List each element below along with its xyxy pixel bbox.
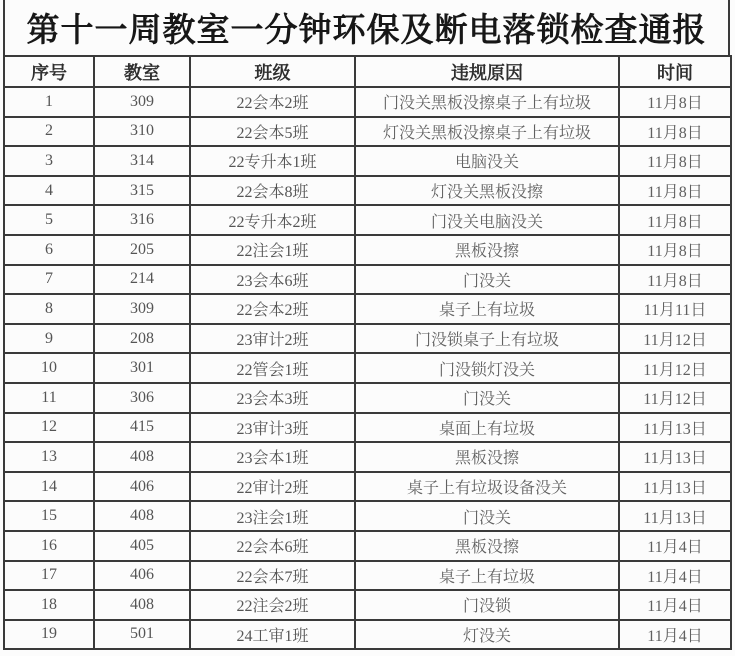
cell-index: 9 bbox=[4, 324, 94, 354]
cell-date: 11月4日 bbox=[619, 620, 731, 650]
cell-reason: 灯没关黑板没擦 bbox=[355, 176, 619, 206]
cell-index: 12 bbox=[4, 413, 94, 443]
cell-reason: 灯没关 bbox=[355, 620, 619, 650]
cell-room: 301 bbox=[94, 353, 190, 383]
cell-class: 23会本3班 bbox=[190, 383, 355, 413]
cell-date: 11月8日 bbox=[619, 265, 731, 295]
cell-reason: 门没关 bbox=[355, 265, 619, 295]
cell-room: 406 bbox=[94, 472, 190, 502]
cell-reason: 黑板没擦 bbox=[355, 531, 619, 561]
cell-class: 22会本6班 bbox=[190, 531, 355, 561]
table-row bbox=[4, 531, 731, 561]
cell-index: 8 bbox=[4, 294, 94, 324]
cell-reason: 黑板没擦 bbox=[355, 442, 619, 472]
cell-room: 208 bbox=[94, 324, 190, 354]
cell-index: 10 bbox=[4, 353, 94, 383]
table-row bbox=[4, 501, 731, 531]
cell-reason: 门没关 bbox=[355, 383, 619, 413]
cell-date: 11月8日 bbox=[619, 205, 731, 235]
table-row bbox=[4, 324, 731, 354]
cell-class: 22专升本2班 bbox=[190, 205, 355, 235]
cell-class: 23会本1班 bbox=[190, 442, 355, 472]
cell-reason: 门没锁桌子上有垃圾 bbox=[355, 324, 619, 354]
cell-index: 18 bbox=[4, 590, 94, 620]
cell-room: 405 bbox=[94, 531, 190, 561]
column-header-date: 时间 bbox=[619, 56, 731, 87]
cell-room: 408 bbox=[94, 501, 190, 531]
cell-date: 11月4日 bbox=[619, 590, 731, 620]
cell-class: 22会本5班 bbox=[190, 117, 355, 147]
cell-index: 19 bbox=[4, 620, 94, 650]
cell-index: 17 bbox=[4, 561, 94, 591]
table-row bbox=[4, 294, 731, 324]
table-row bbox=[4, 87, 731, 117]
cell-index: 3 bbox=[4, 146, 94, 176]
report-sheet bbox=[3, 0, 730, 650]
cell-class: 22注会2班 bbox=[190, 590, 355, 620]
table-row bbox=[4, 383, 731, 413]
cell-class: 23注会1班 bbox=[190, 501, 355, 531]
cell-class: 22会本7班 bbox=[190, 561, 355, 591]
cell-room: 415 bbox=[94, 413, 190, 443]
cell-index: 4 bbox=[4, 176, 94, 206]
cell-reason: 门没锁灯没关 bbox=[355, 353, 619, 383]
cell-date: 11月13日 bbox=[619, 442, 731, 472]
table-row bbox=[4, 117, 731, 147]
cell-room: 310 bbox=[94, 117, 190, 147]
cell-date: 11月13日 bbox=[619, 501, 731, 531]
cell-room: 309 bbox=[94, 87, 190, 117]
table-row bbox=[4, 205, 731, 235]
table-row bbox=[4, 413, 731, 443]
cell-date: 11月8日 bbox=[619, 235, 731, 265]
cell-class: 22会本2班 bbox=[190, 87, 355, 117]
cell-date: 11月8日 bbox=[619, 87, 731, 117]
cell-date: 11月12日 bbox=[619, 324, 731, 354]
cell-class: 22专升本1班 bbox=[190, 146, 355, 176]
cell-reason: 门没锁 bbox=[355, 590, 619, 620]
cell-date: 11月12日 bbox=[619, 383, 731, 413]
cell-class: 22会本2班 bbox=[190, 294, 355, 324]
table-row bbox=[4, 590, 731, 620]
cell-class: 23审计2班 bbox=[190, 324, 355, 354]
cell-room: 315 bbox=[94, 176, 190, 206]
table-row bbox=[4, 442, 731, 472]
cell-reason: 桌子上有垃圾设备没关 bbox=[355, 472, 619, 502]
cell-index: 5 bbox=[4, 205, 94, 235]
cell-room: 408 bbox=[94, 590, 190, 620]
cell-reason: 桌面上有垃圾 bbox=[355, 413, 619, 443]
cell-reason: 门没关 bbox=[355, 501, 619, 531]
cell-class: 23审计3班 bbox=[190, 413, 355, 443]
table-row bbox=[4, 472, 731, 502]
column-header-reason: 违规原因 bbox=[355, 56, 619, 87]
cell-date: 11月8日 bbox=[619, 117, 731, 147]
table-row bbox=[4, 620, 731, 650]
cell-reason: 门没关黑板没擦桌子上有垃圾 bbox=[355, 87, 619, 117]
cell-reason: 灯没关黑板没擦桌子上有垃圾 bbox=[355, 117, 619, 147]
cell-class: 22审计2班 bbox=[190, 472, 355, 502]
cell-room: 406 bbox=[94, 561, 190, 591]
cell-index: 11 bbox=[4, 383, 94, 413]
column-header-index: 序号 bbox=[4, 56, 94, 87]
cell-date: 11月13日 bbox=[619, 472, 731, 502]
cell-reason: 黑板没擦 bbox=[355, 235, 619, 265]
cell-room: 501 bbox=[94, 620, 190, 650]
table-row bbox=[4, 146, 731, 176]
cell-room: 309 bbox=[94, 294, 190, 324]
cell-index: 1 bbox=[4, 87, 94, 117]
cell-date: 11月13日 bbox=[619, 413, 731, 443]
cell-class: 22管会1班 bbox=[190, 353, 355, 383]
cell-room: 316 bbox=[94, 205, 190, 235]
table-row bbox=[4, 265, 731, 295]
cell-room: 314 bbox=[94, 146, 190, 176]
cell-index: 14 bbox=[4, 472, 94, 502]
cell-reason: 桌子上有垃圾 bbox=[355, 294, 619, 324]
cell-index: 7 bbox=[4, 265, 94, 295]
table-header-row bbox=[4, 56, 731, 87]
cell-room: 214 bbox=[94, 265, 190, 295]
cell-room: 408 bbox=[94, 442, 190, 472]
table-row bbox=[4, 561, 731, 591]
cell-class: 23会本6班 bbox=[190, 265, 355, 295]
cell-class: 24工审1班 bbox=[190, 620, 355, 650]
cell-date: 11月12日 bbox=[619, 353, 731, 383]
cell-date: 11月4日 bbox=[619, 531, 731, 561]
column-header-room: 教室 bbox=[94, 56, 190, 87]
cell-index: 2 bbox=[4, 117, 94, 147]
column-header-class: 班级 bbox=[190, 56, 355, 87]
table-row bbox=[4, 176, 731, 206]
cell-class: 22会本8班 bbox=[190, 176, 355, 206]
cell-date: 11月11日 bbox=[619, 294, 731, 324]
cell-reason: 桌子上有垃圾 bbox=[355, 561, 619, 591]
cell-index: 13 bbox=[4, 442, 94, 472]
table-row bbox=[4, 353, 731, 383]
cell-date: 11月8日 bbox=[619, 176, 731, 206]
cell-index: 16 bbox=[4, 531, 94, 561]
report-title: 第十一周教室一分钟环保及断电落锁检查通报 bbox=[3, 0, 730, 55]
cell-date: 11月8日 bbox=[619, 146, 731, 176]
cell-room: 205 bbox=[94, 235, 190, 265]
table-row bbox=[4, 235, 731, 265]
cell-index: 15 bbox=[4, 501, 94, 531]
violations-table bbox=[3, 55, 732, 650]
cell-reason: 电脑没关 bbox=[355, 146, 619, 176]
cell-room: 306 bbox=[94, 383, 190, 413]
cell-reason: 门没关电脑没关 bbox=[355, 205, 619, 235]
cell-class: 22注会1班 bbox=[190, 235, 355, 265]
cell-index: 6 bbox=[4, 235, 94, 265]
cell-date: 11月4日 bbox=[619, 561, 731, 591]
